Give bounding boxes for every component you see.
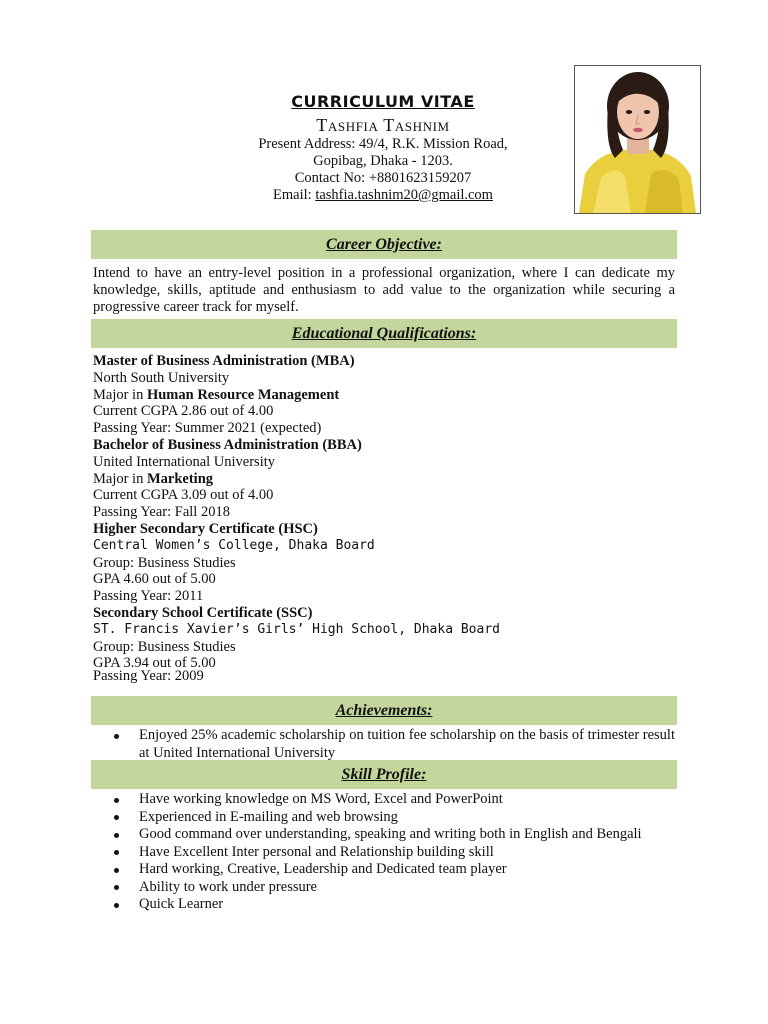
- bba-result: Current CGPA 3.09 out of 4.00: [93, 487, 274, 504]
- mba-result: Current CGPA 2.86 out of 4.00: [93, 403, 274, 420]
- hsc-result: GPA 4.60 out of 5.00: [93, 571, 216, 588]
- bba-degree: Bachelor of Business Administration (BBA): [93, 436, 362, 453]
- hsc-passing-year: Passing Year: 2011: [93, 588, 204, 605]
- ssc-institution: ST. Francis Xavier’s Girls’ High School, Dhaka Board: [93, 621, 500, 637]
- hsc-group: Group: Business Studies: [93, 554, 236, 571]
- mba-degree: Master of Business Administration (MBA): [93, 353, 355, 369]
- portrait-image: [575, 66, 700, 213]
- ssc-passing-year: Passing Year: 2009: [93, 668, 204, 685]
- education-band: [91, 319, 677, 348]
- bba-institution: United International University: [93, 453, 276, 470]
- career-objective-text: Intend to have an entry-level position in a professional organization, where I can dedicate my knowledge, skills, aptitude and enthusiasm to add value to the organization while securing a progressive career track for myself.: [93, 265, 675, 315]
- list-item: Ability to work under pressure: [113, 879, 675, 897]
- list-item: Quick Learner: [113, 896, 675, 914]
- bba-major-value: Marketing: [146, 470, 214, 487]
- list-item: Experienced in E-mailing and web browsing: [113, 809, 675, 827]
- education-list: [93, 353, 675, 685]
- email-link[interactable]: tashfia.tashnim20@gmail.com: [315, 187, 493, 203]
- career-objective-band: [91, 230, 677, 259]
- mba-institution: North South University: [93, 369, 230, 386]
- bba-major: [93, 471, 675, 488]
- address-line-2: Gopibag, Dhaka - 1203.: [313, 153, 453, 169]
- address-line-1: Present Address: 49/4, R.K. Mission Road,: [258, 136, 508, 152]
- list-item: Good command over understanding, speaking and writing both in English and Bengali: [113, 826, 675, 844]
- hsc-institution: Central Women’s College, Dhaka Board: [93, 537, 375, 553]
- ssc-result: GPA 3.94 out of 5.00: [93, 655, 216, 672]
- achievements-list: [113, 727, 675, 762]
- career-objective-heading: Career Objective:: [326, 236, 442, 253]
- list-item: Have Excellent Inter personal and Relationship building skill: [113, 844, 675, 862]
- skills-list: [113, 791, 675, 914]
- list-item: Enjoyed 25% academic scholarship on tuition fee scholarship on the basis of trimester result at United International University: [113, 727, 675, 762]
- cv-header: [180, 92, 586, 204]
- mba-passing-year: Passing Year: Summer 2021 (expected): [93, 420, 322, 437]
- hsc-degree: Higher Secondary Certificate (HSC): [93, 520, 318, 537]
- candidate-name: Tashfia Tashnim: [316, 115, 450, 135]
- skills-band: [91, 760, 677, 789]
- mba-major: [93, 387, 675, 404]
- bba-major-prefix: Major in: [93, 470, 147, 487]
- skills-heading: Skill Profile:: [341, 766, 427, 783]
- mba-major-prefix: Major in: [93, 386, 147, 403]
- ssc-degree: Secondary School Certificate (SSC): [93, 604, 313, 621]
- cv-title: CURRICULUM VITAE: [291, 92, 475, 111]
- contact-number: Contact No: +8801623159207: [294, 170, 472, 186]
- achievements-band: [91, 696, 677, 725]
- profile-photo: [574, 65, 701, 214]
- mba-major-value: Human Resource Management: [146, 386, 340, 403]
- list-item: Have working knowledge on MS Word, Excel and PowerPoint: [113, 791, 675, 809]
- list-item: Hard working, Creative, Leadership and Dedicated team player: [113, 861, 675, 879]
- email-line: [180, 187, 586, 204]
- bba-passing-year: Passing Year: Fall 2018: [93, 504, 230, 521]
- achievements-heading: Achievements:: [335, 702, 433, 719]
- email-label: Email:: [273, 187, 316, 203]
- education-heading: Educational Qualifications:: [291, 325, 477, 342]
- ssc-group: Group: Business Studies: [93, 638, 236, 655]
